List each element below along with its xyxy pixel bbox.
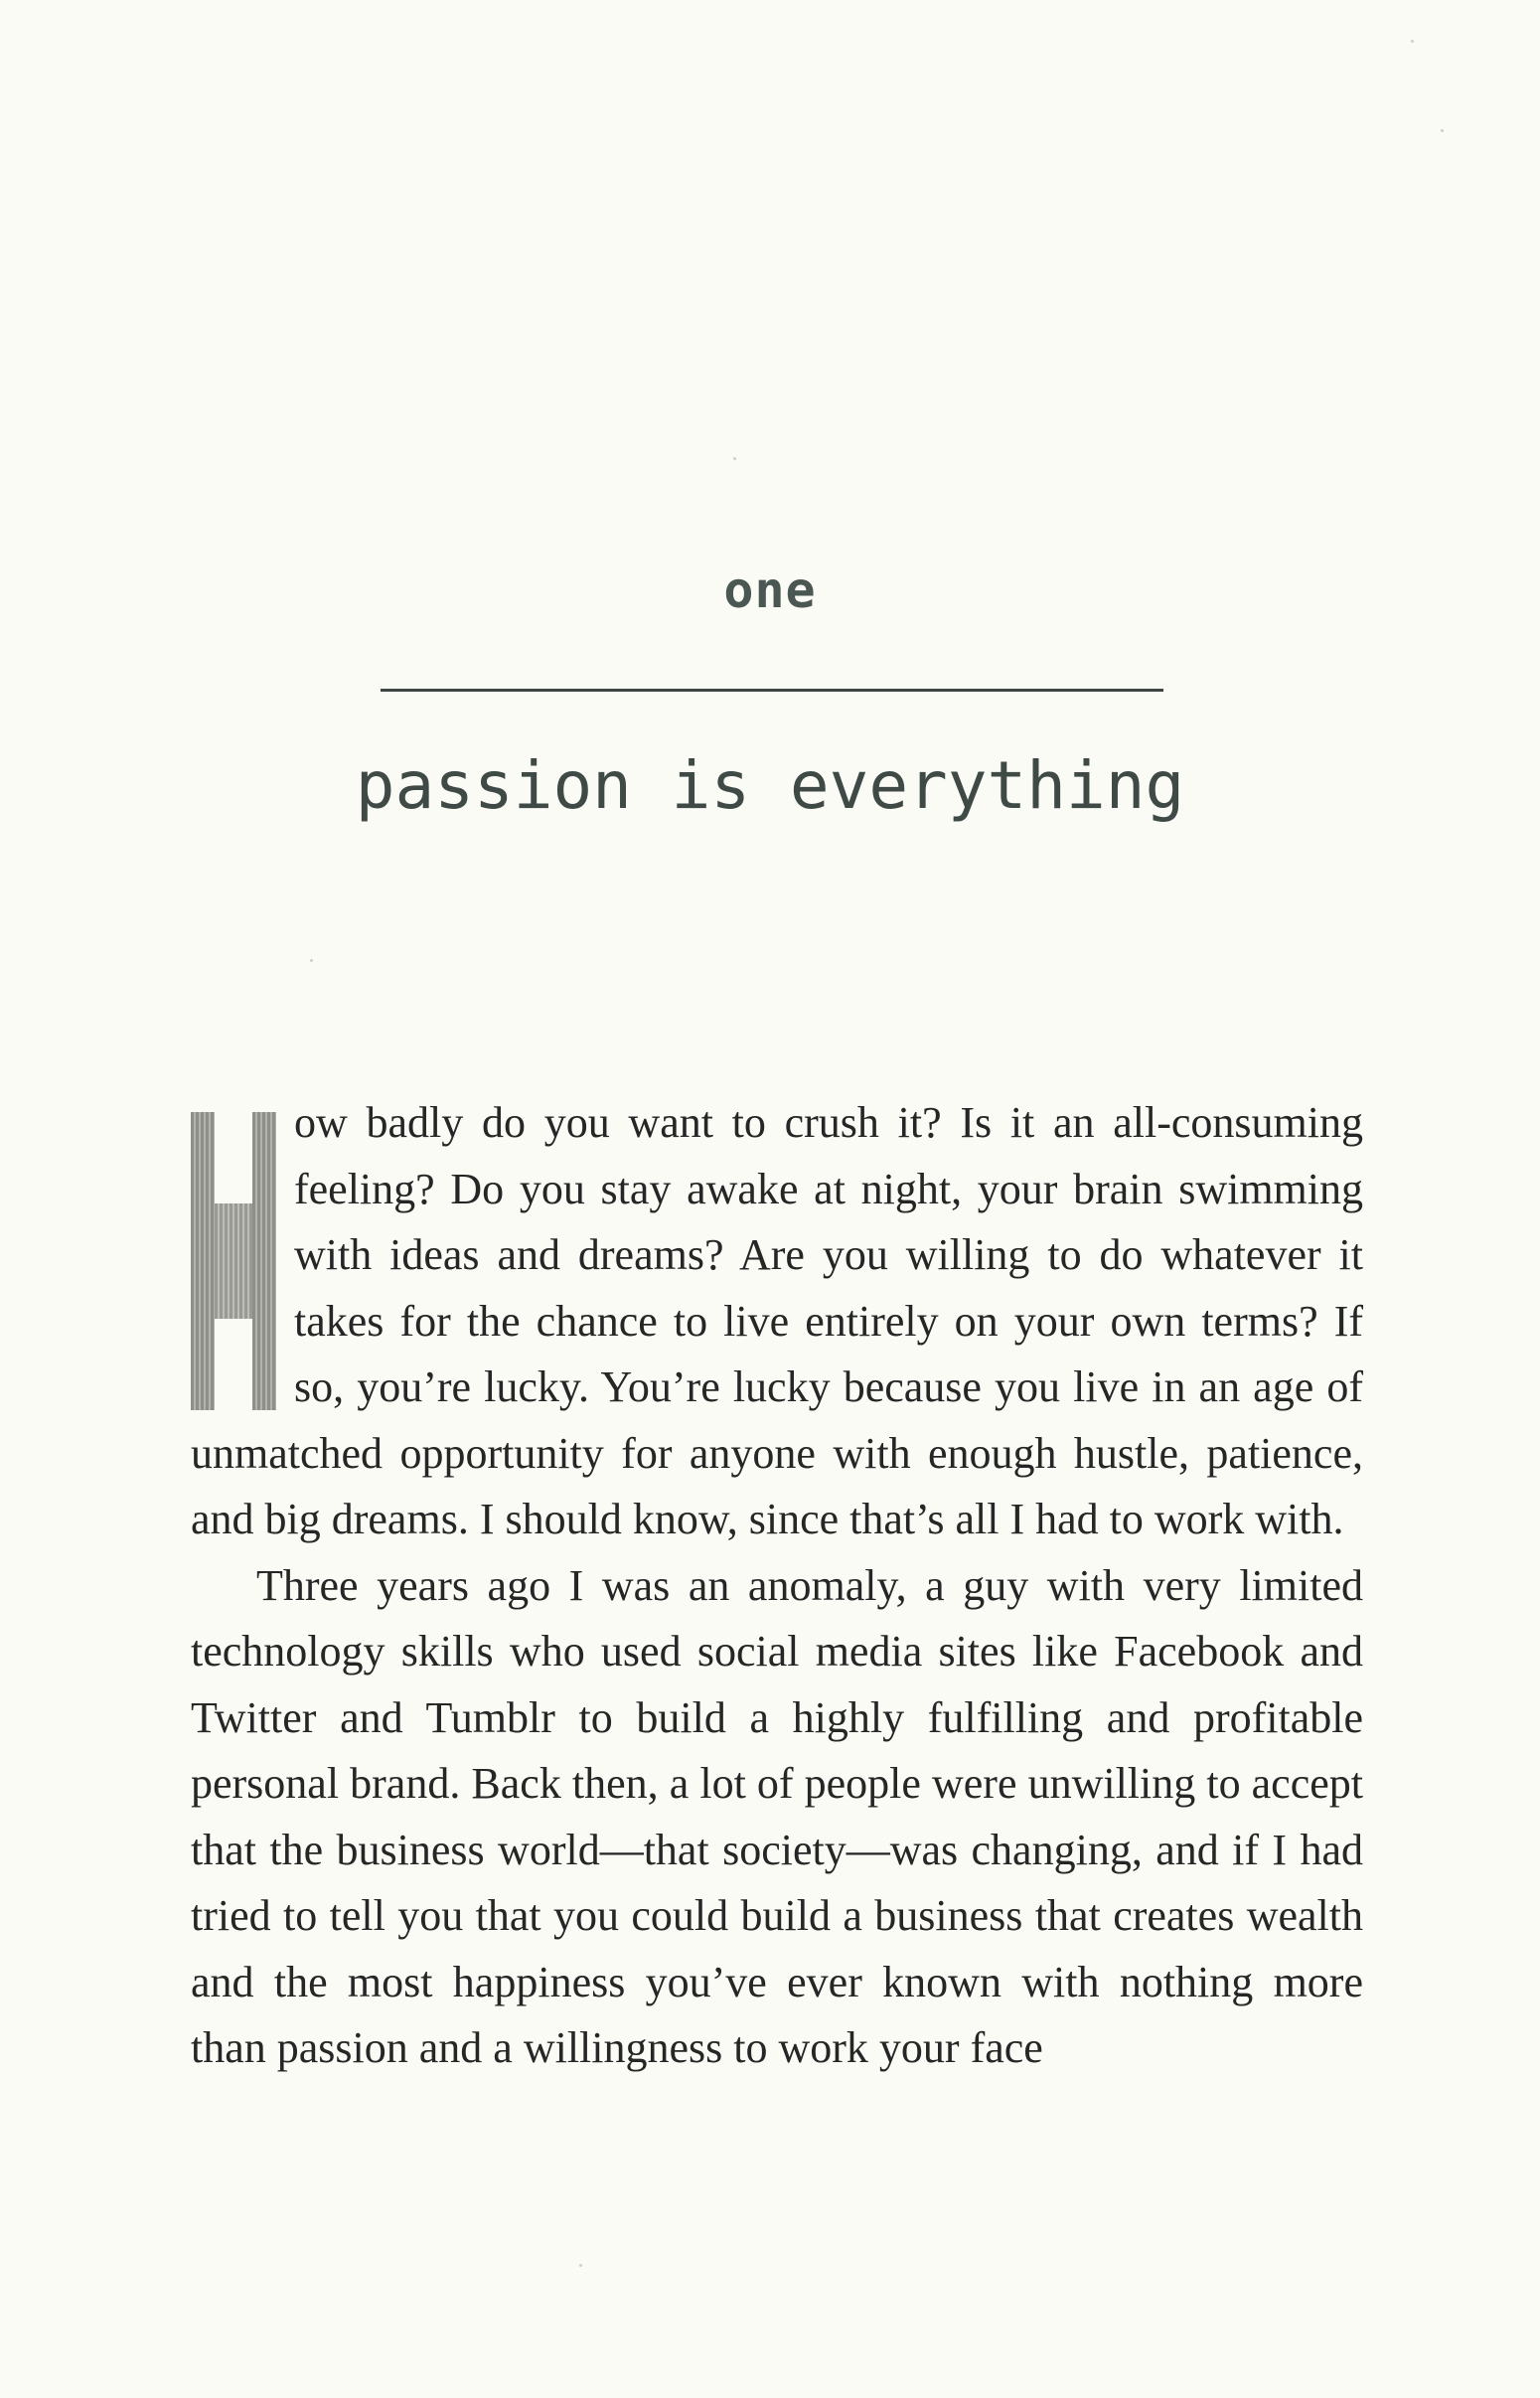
body-text bbox=[191, 1090, 1363, 2082]
scan-speck bbox=[1411, 40, 1414, 43]
paragraph-1 bbox=[191, 1090, 1363, 1553]
scan-speck bbox=[579, 2264, 582, 2267]
chapter-title: passion is everything bbox=[355, 747, 1185, 824]
scan-speck bbox=[733, 457, 736, 460]
drop-cap bbox=[191, 1112, 276, 1410]
chapter-number: one bbox=[723, 561, 817, 619]
scan-speck bbox=[1441, 129, 1444, 132]
scan-speck bbox=[310, 959, 313, 962]
paragraph-1-text: ow badly do you want to crush it? Is it an all-consuming feeling? Do you stay awake at night, your brain swimming with ideas and dreams? Are you willing to do whatever it takes for the chance to live entirely on your own terms? If so, you’re lucky. You’re lucky because you live in an age of unmatched opportunity for anyone with enough hustle, patience, and big dreams. I should know, since that’s all I had to work with. bbox=[191, 1098, 1363, 1543]
paragraph-2: Three years ago I was an anomaly, a guy with very limited technology skills who used social media sites like Facebook and Twitter and Tumblr to build a highly fulfilling and profitable personal brand. Back then, a lot of people were unwilling to accept that the business world—that society—was changing, and if I had tried to tell you that you could build a business that creates wealth and the most happiness you’ve ever known with nothing more than passion and a willingness to work your face bbox=[191, 1560, 1363, 2072]
chapter-divider bbox=[381, 689, 1163, 692]
